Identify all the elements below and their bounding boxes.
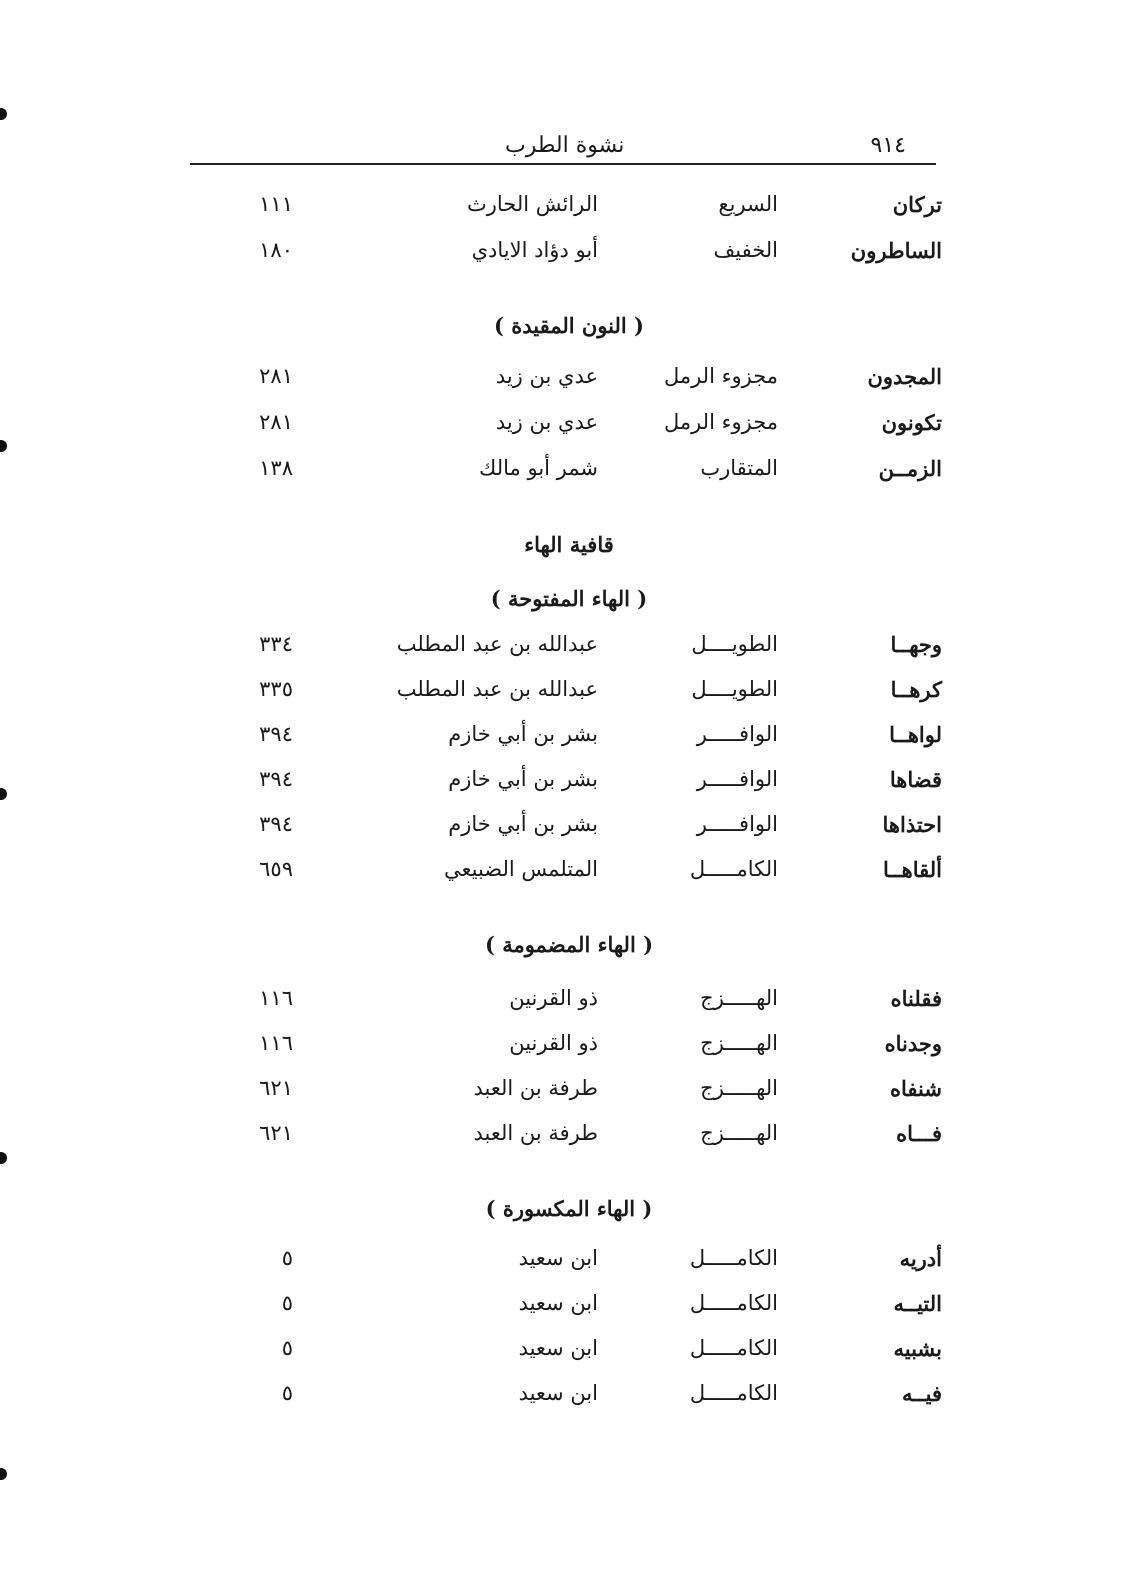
poet: شمر أبو مالك (479, 456, 598, 480)
rhyme-word: فقلناه (890, 986, 942, 1011)
poet: عبدالله بن عبد المطلب (396, 677, 598, 701)
page-ref: ٦٢١ (259, 1076, 293, 1100)
index-row (0, 1246, 1138, 1286)
running-title: نشوة الطرب (505, 133, 625, 158)
page-ref: ٦٢١ (259, 1121, 293, 1145)
poet: ابن سعيد (518, 1336, 598, 1360)
index-row (0, 364, 1138, 404)
chapter-heading: قافية الهاء (524, 532, 614, 557)
page-ref: ٣٩٤ (259, 722, 293, 746)
meter: المتقارب (700, 456, 778, 480)
meter: الكامـــــل (689, 1246, 778, 1270)
rhyme-word: قضاها (889, 767, 942, 792)
meter: الوافـــــر (696, 812, 778, 836)
poet: بشر بن أبي خازم (448, 722, 598, 746)
rhyme-word: شنفاه (890, 1076, 942, 1101)
index-row (0, 677, 1138, 717)
meter: الكامـــــل (689, 1381, 778, 1405)
index-row (0, 410, 1138, 450)
poet: طرفة بن العبد (473, 1076, 598, 1100)
page-header (190, 125, 936, 169)
rhyme-word: أدريه (899, 1246, 942, 1271)
rhyme-word: وجهــا (890, 632, 942, 657)
page-ref: ٥ (281, 1336, 293, 1360)
scan-edge-mark (0, 1468, 7, 1480)
page-number: ٩١٤ (870, 133, 906, 158)
page-ref: ١٣٨ (259, 456, 293, 480)
index-row (0, 812, 1138, 852)
index-row (0, 767, 1138, 807)
index-row (0, 632, 1138, 672)
poet: أبو دؤاد الايادي (471, 238, 598, 262)
rhyme-word: بشبيه (893, 1336, 942, 1361)
poet: طرفة بن العبد (473, 1121, 598, 1145)
meter: الخفيف (713, 238, 778, 262)
page-ref: ١١١ (259, 192, 293, 216)
page-ref: ٥ (281, 1291, 293, 1315)
index-row (0, 857, 1138, 897)
meter: مجزوء الرمل (663, 364, 778, 388)
rhyme-word: الساطرون (850, 238, 942, 263)
poet: عدي بن زيد (495, 364, 598, 388)
page-ref: ١١٦ (259, 1031, 293, 1055)
meter: الهـــــزج (700, 986, 778, 1010)
meter: الوافـــــر (696, 767, 778, 791)
meter: السريع (718, 192, 778, 216)
header-rule (190, 163, 936, 165)
poet: بشر بن أبي خازم (448, 812, 598, 836)
rhyme-word: فـــاه (896, 1121, 942, 1146)
section-heading: ( الهاء المفتوحة ) (490, 586, 648, 611)
meter: الكامـــــل (689, 1291, 778, 1315)
poet: ذو القرنين (509, 1031, 598, 1055)
section-heading: ( الهاء المكسورة ) (485, 1196, 653, 1221)
page-ref: ٣٣٥ (259, 677, 293, 701)
page-ref: ٣٣٤ (259, 632, 293, 656)
rhyme-word: احتذاها (882, 812, 942, 837)
index-row (0, 192, 1138, 232)
scan-edge-mark (0, 440, 7, 452)
meter: الطويــــل (691, 677, 778, 701)
rhyme-word: لواهــا (889, 722, 942, 747)
index-row (0, 1336, 1138, 1376)
page-ref: ٥ (281, 1246, 293, 1270)
poet: عدي بن زيد (495, 410, 598, 434)
index-row (0, 986, 1138, 1026)
meter: الهـــــزج (700, 1121, 778, 1145)
rhyme-word: كرهــا (890, 677, 942, 702)
section-heading: ( النون المقيدة ) (493, 313, 644, 338)
rhyme-word: ألقاهــا (882, 857, 942, 882)
page-ref: ٣٩٤ (259, 767, 293, 791)
page-ref: ١٨٠ (259, 238, 293, 262)
meter: الهـــــزج (700, 1031, 778, 1055)
rhyme-word: الزمــن (878, 456, 942, 481)
rhyme-word: المجدون (867, 364, 942, 389)
index-row (0, 1121, 1138, 1161)
page-ref: ٢٨١ (259, 410, 293, 434)
page-ref: ٥ (281, 1381, 293, 1405)
poet: ذو القرنين (509, 986, 598, 1010)
index-row (0, 722, 1138, 762)
poet: ابن سعيد (518, 1291, 598, 1315)
poet: المتلمس الضبيعي (443, 857, 598, 881)
index-row (0, 238, 1138, 278)
meter: الهـــــزج (700, 1076, 778, 1100)
meter: الوافـــــر (696, 722, 778, 746)
index-row (0, 456, 1138, 496)
page-ref: ٦٥٩ (259, 857, 293, 881)
meter: الكامـــــل (689, 857, 778, 881)
poet: الرائش الحارث (466, 192, 598, 216)
rhyme-word: تركان (892, 192, 942, 217)
scan-edge-mark (0, 108, 7, 120)
page-ref: ٣٩٤ (259, 812, 293, 836)
index-row (0, 1381, 1138, 1421)
rhyme-word: فيــه (902, 1381, 942, 1406)
section-heading: ( الهاء المضمومة ) (484, 932, 654, 957)
meter: مجزوء الرمل (663, 410, 778, 434)
index-row (0, 1291, 1138, 1331)
poet: عبدالله بن عبد المطلب (396, 632, 598, 656)
index-row (0, 1076, 1138, 1116)
rhyme-word: وجدناه (884, 1031, 942, 1056)
meter: الطويــــل (691, 632, 778, 656)
page-ref: ١١٦ (259, 986, 293, 1010)
rhyme-word: تكونون (881, 410, 942, 435)
poet: ابن سعيد (518, 1381, 598, 1405)
poet: بشر بن أبي خازم (448, 767, 598, 791)
index-row (0, 1031, 1138, 1071)
scan-edge-mark (0, 1152, 7, 1164)
poet: ابن سعيد (518, 1246, 598, 1270)
meter: الكامـــــل (689, 1336, 778, 1360)
rhyme-word: التيــه (893, 1291, 942, 1316)
page-ref: ٢٨١ (259, 364, 293, 388)
